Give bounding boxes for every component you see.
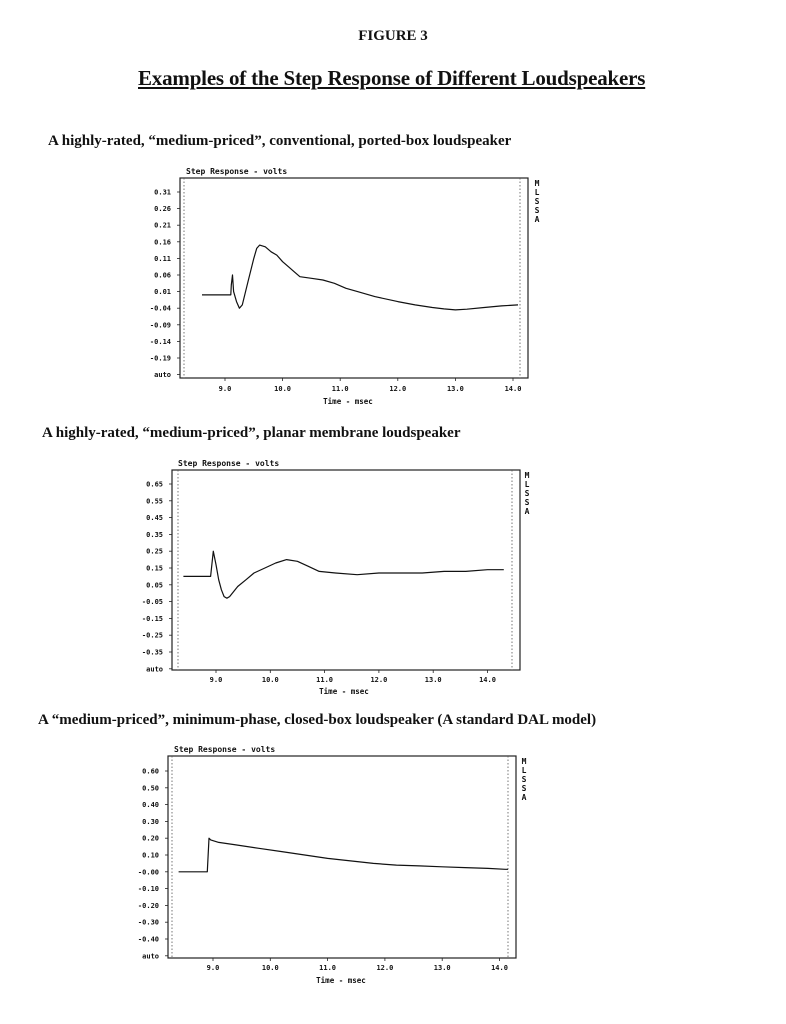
side-label-letter: S (534, 197, 540, 206)
side-label-letter: S (524, 498, 530, 507)
x-tick-label: 14.0 (504, 385, 522, 393)
side-label-letter: M (524, 471, 530, 480)
y-tick-label: auto (142, 952, 159, 961)
x-tick-label: 14.0 (491, 964, 508, 972)
chart-3 (138, 745, 527, 985)
y-tick-label: 0.15 (146, 564, 163, 573)
plot-frame (168, 756, 516, 958)
y-tick-label: auto (146, 665, 163, 674)
x-tick-label: 11.0 (316, 676, 334, 684)
page-title: Examples of the Step Response of Different Loudspeakers (138, 66, 646, 90)
side-label-letter: L (534, 188, 540, 197)
x-tick-label: 10.0 (261, 676, 279, 684)
y-tick-label: 0.31 (154, 188, 171, 197)
x-tick-label: 12.0 (389, 385, 407, 393)
y-tick-label: 0.35 (146, 530, 163, 539)
series-line (179, 838, 508, 872)
x-tick-label: 9.0 (218, 385, 232, 393)
y-tick-label: 0.45 (146, 514, 163, 523)
chart-2-caption: A highly-rated, “medium-priced”, planar membrane loudspeaker (42, 425, 461, 441)
chart-title: Step Response - volts (174, 745, 276, 754)
chart-3-caption: A “medium-priced”, minimum-phase, closed-box loudspeaker (A standard DAL model) (38, 712, 597, 728)
x-tick-label: 10.0 (274, 385, 292, 393)
y-tick-label: -0.25 (141, 631, 163, 640)
y-tick-label: -0.14 (149, 337, 171, 346)
side-label-letter: L (521, 766, 527, 775)
y-tick-label: -0.00 (137, 868, 159, 877)
chart-1 (150, 167, 540, 406)
chart-title: Step Response - volts (186, 167, 288, 176)
chart-title: Step Response - volts (178, 459, 280, 468)
y-tick-label: 0.16 (154, 238, 171, 247)
y-tick-label: -0.15 (141, 614, 163, 623)
y-tick-label: 0.05 (146, 581, 163, 590)
y-tick-label: -0.19 (149, 354, 171, 363)
y-tick-label: 0.11 (154, 254, 171, 263)
side-label-letter: A (534, 215, 540, 224)
x-tick-label: 11.0 (319, 964, 337, 972)
y-tick-label: -0.09 (149, 321, 171, 330)
side-label-letter: S (521, 784, 527, 793)
chart-2 (142, 459, 530, 696)
y-tick-label: 0.25 (146, 547, 163, 556)
side-label-letter: S (534, 206, 540, 215)
y-tick-label: 0.10 (142, 851, 159, 860)
side-label-letter: S (524, 489, 530, 498)
y-tick-label: 0.26 (154, 205, 171, 214)
y-tick-label: 0.30 (142, 817, 159, 826)
x-tick-label: 9.0 (209, 676, 223, 684)
x-tick-label: 10.0 (261, 964, 279, 972)
y-tick-label: -0.05 (141, 598, 163, 607)
side-label-letter: A (521, 793, 527, 802)
x-tick-label: 11.0 (331, 385, 349, 393)
x-tick-label: 13.0 (433, 964, 451, 972)
side-label-letter: M (521, 757, 527, 766)
x-tick-label: 14.0 (479, 676, 496, 684)
y-tick-label: 0.20 (142, 834, 159, 843)
side-label-letter: S (521, 775, 527, 784)
x-tick-label: 12.0 (376, 964, 394, 972)
x-tick-label: 9.0 (206, 964, 220, 972)
series-line (183, 551, 503, 598)
plot-frame (172, 470, 520, 670)
figure-label: FIGURE 3 (358, 28, 428, 44)
y-tick-label: 0.01 (154, 288, 171, 297)
chart-1-caption: A highly-rated, “medium-priced”, conventional, ported-box loudspeaker (48, 133, 512, 149)
y-tick-label: -0.10 (137, 885, 159, 894)
side-label-letter: L (524, 480, 530, 489)
x-axis-title: Time - msec (323, 397, 373, 406)
y-tick-label: 0.55 (146, 497, 163, 506)
x-axis-title: Time - msec (316, 976, 366, 985)
y-tick-label: -0.40 (137, 935, 159, 944)
side-label-letter: A (524, 507, 530, 516)
y-tick-label: 0.21 (154, 221, 171, 230)
y-tick-label: auto (154, 371, 171, 380)
y-tick-label: 0.40 (142, 801, 159, 810)
y-tick-label: -0.20 (137, 901, 159, 910)
series-line (202, 245, 518, 310)
side-label-letter: M (534, 179, 540, 188)
x-axis-title: Time - msec (319, 687, 369, 696)
x-tick-label: 12.0 (370, 676, 388, 684)
x-tick-label: 13.0 (424, 676, 442, 684)
y-tick-label: -0.30 (137, 918, 159, 927)
x-tick-label: 13.0 (446, 385, 464, 393)
y-tick-label: 0.65 (146, 480, 163, 489)
y-tick-label: 0.50 (142, 784, 159, 793)
y-tick-label: 0.06 (154, 271, 171, 280)
y-tick-label: 0.60 (142, 767, 159, 776)
y-tick-label: -0.04 (149, 304, 171, 313)
y-tick-label: -0.35 (141, 648, 163, 657)
